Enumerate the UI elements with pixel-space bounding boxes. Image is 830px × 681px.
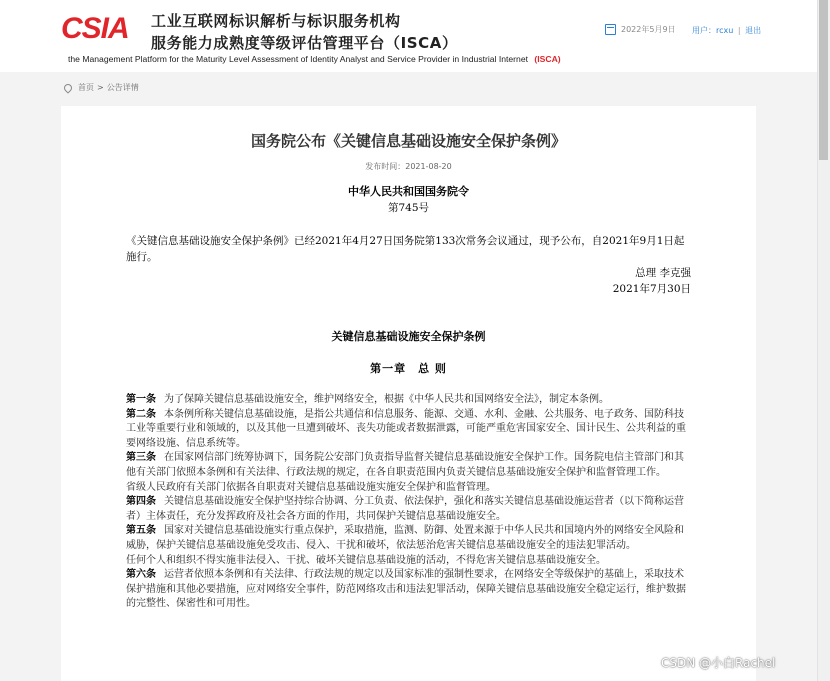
signer: 总理 李克强 bbox=[635, 267, 691, 279]
article-title: 国务院公布《关键信息基础设施安全保护条例》 bbox=[250, 132, 566, 150]
article-number: 第三条 bbox=[126, 452, 156, 464]
article-number: 第二条 bbox=[126, 408, 156, 420]
subtitle-abbr: (ISCA) bbox=[534, 54, 561, 64]
law-article bbox=[126, 451, 691, 480]
article-card bbox=[61, 106, 756, 681]
law-article bbox=[126, 568, 691, 612]
article-text: 国家对关键信息基础设施实行重点保护，采取措施，监测、防御、处置来源于中华人民共和国境内外的网络安全风险和威胁，保护关键信息基础设施免受攻击、侵入、干扰和破坏，依法惩治危害关键信息基础设施安全的违法犯罪活动。 bbox=[126, 525, 684, 551]
article-text: 在国家网信部门统筹协调下，国务院公安部门负责指导监督关键信息基础设施安全保护工作。国务院电信主管部门和其他有关部门依照本条例和有关法律、行政法规的规定，在各自职责范围内负责关键信息基础设施安全保护和监督管理工作。 bbox=[126, 452, 684, 478]
watermark: CSDN @小白Rachel bbox=[661, 656, 776, 670]
subtitle-en-text: the Management Platform for the Maturity Level Assessment of Identity Analyst and Service Provider in Industrial Internet bbox=[68, 54, 528, 64]
law-article bbox=[126, 524, 691, 553]
law-article bbox=[126, 393, 691, 408]
logo-text: CSIA bbox=[61, 12, 129, 45]
sign-date: 2021年7月30日 bbox=[612, 283, 691, 295]
decree-heading: 中华人民共和国国务院令 bbox=[348, 185, 469, 198]
calendar-icon bbox=[605, 24, 616, 35]
decree-intro: 《关键信息基础设施安全保护条例》已经2021年4月27日国务院第133次常务会议通过，现予公布，自2021年9月1日起施行。 bbox=[126, 235, 685, 263]
law-article-paragraph bbox=[126, 554, 691, 569]
breadcrumb-separator: > bbox=[97, 83, 104, 92]
user-area bbox=[692, 25, 761, 36]
article-text: 为了保障关键信息基础设施安全，维护网络安全，根据《中华人民共和国网络安全法》，制定本条例。 bbox=[164, 394, 609, 405]
law-title: 关键信息基础设施安全保护条例 bbox=[331, 330, 486, 343]
header bbox=[0, 0, 817, 72]
platform-title-line1: 工业互联网标识解析与标识服务机构 bbox=[151, 12, 401, 30]
law-article bbox=[126, 408, 691, 452]
article-text: 运营者依照本条例和有关法律、行政法规的规定以及国家标准的强制性要求，在网络安全等级保护的基础上，采取技术保护措施和其他必要措施，应对网络安全事件，防范网络攻击和违法犯罪活动，保障关键信息基础设施安全稳定运行，维护数据的完整性、保密性和可用性。 bbox=[126, 569, 686, 610]
current-date: 2022年5月9日 bbox=[621, 25, 676, 34]
csia-logo[interactable] bbox=[61, 12, 137, 46]
platform-title-line2: 服务能力成熟度等级评估管理平台（ISCA） bbox=[151, 34, 458, 52]
location-icon bbox=[62, 82, 73, 93]
date-display bbox=[605, 24, 676, 35]
scrollbar-thumb[interactable] bbox=[819, 0, 828, 160]
article-number: 第六条 bbox=[126, 569, 156, 581]
platform-subtitle-en bbox=[68, 54, 561, 64]
separator: | bbox=[737, 26, 741, 35]
decree-number: 第745号 bbox=[387, 202, 430, 214]
article-text: 本条例所称关键信息基础设施，是指公共通信和信息服务、能源、交通、水利、金融、公共服务、电子政务、国防科技工业等重要行业和领域的，以及其他一旦遭到破坏、丧失功能或者数据泄露，可能严重危害国家安全、国计民生、公共利益的重要网络设施、信息系统等。 bbox=[126, 408, 686, 449]
article-body bbox=[126, 393, 691, 612]
breadcrumb bbox=[64, 82, 139, 93]
logout-link[interactable]: 退出 bbox=[745, 26, 762, 35]
vertical-scrollbar[interactable] bbox=[817, 0, 830, 681]
law-article-paragraph bbox=[126, 481, 691, 496]
user-label: 用户： bbox=[692, 26, 716, 35]
article-number: 第五条 bbox=[126, 525, 156, 537]
article-number: 第一条 bbox=[126, 394, 156, 405]
username: rcxu bbox=[716, 26, 734, 35]
chapter-heading: 第一章 总 则 bbox=[370, 362, 447, 375]
publish-time: 发布时间：2021-08-20 bbox=[365, 162, 452, 171]
law-article bbox=[126, 495, 691, 524]
article-text: 省级人民政府有关部门依据各自职责对关键信息基础设施实施安全保护和监督管理。 bbox=[126, 481, 496, 493]
breadcrumb-home[interactable]: 首页 bbox=[78, 83, 94, 92]
article-text: 关键信息基础设施安全保护坚持综合协调、分工负责、依法保护，强化和落实关键信息基础设施运营者（以下简称运营者）主体责任，充分发挥政府及社会各方面的作用，共同保护关键信息基础设施安全。 bbox=[126, 496, 684, 522]
breadcrumb-current: 公告详情 bbox=[106, 83, 139, 92]
article-text: 任何个人和组织不得实施非法侵入、干扰、破坏关键信息基础设施的活动，不得危害关键信息基础设施安全。 bbox=[126, 554, 606, 566]
article-number: 第四条 bbox=[126, 496, 156, 508]
